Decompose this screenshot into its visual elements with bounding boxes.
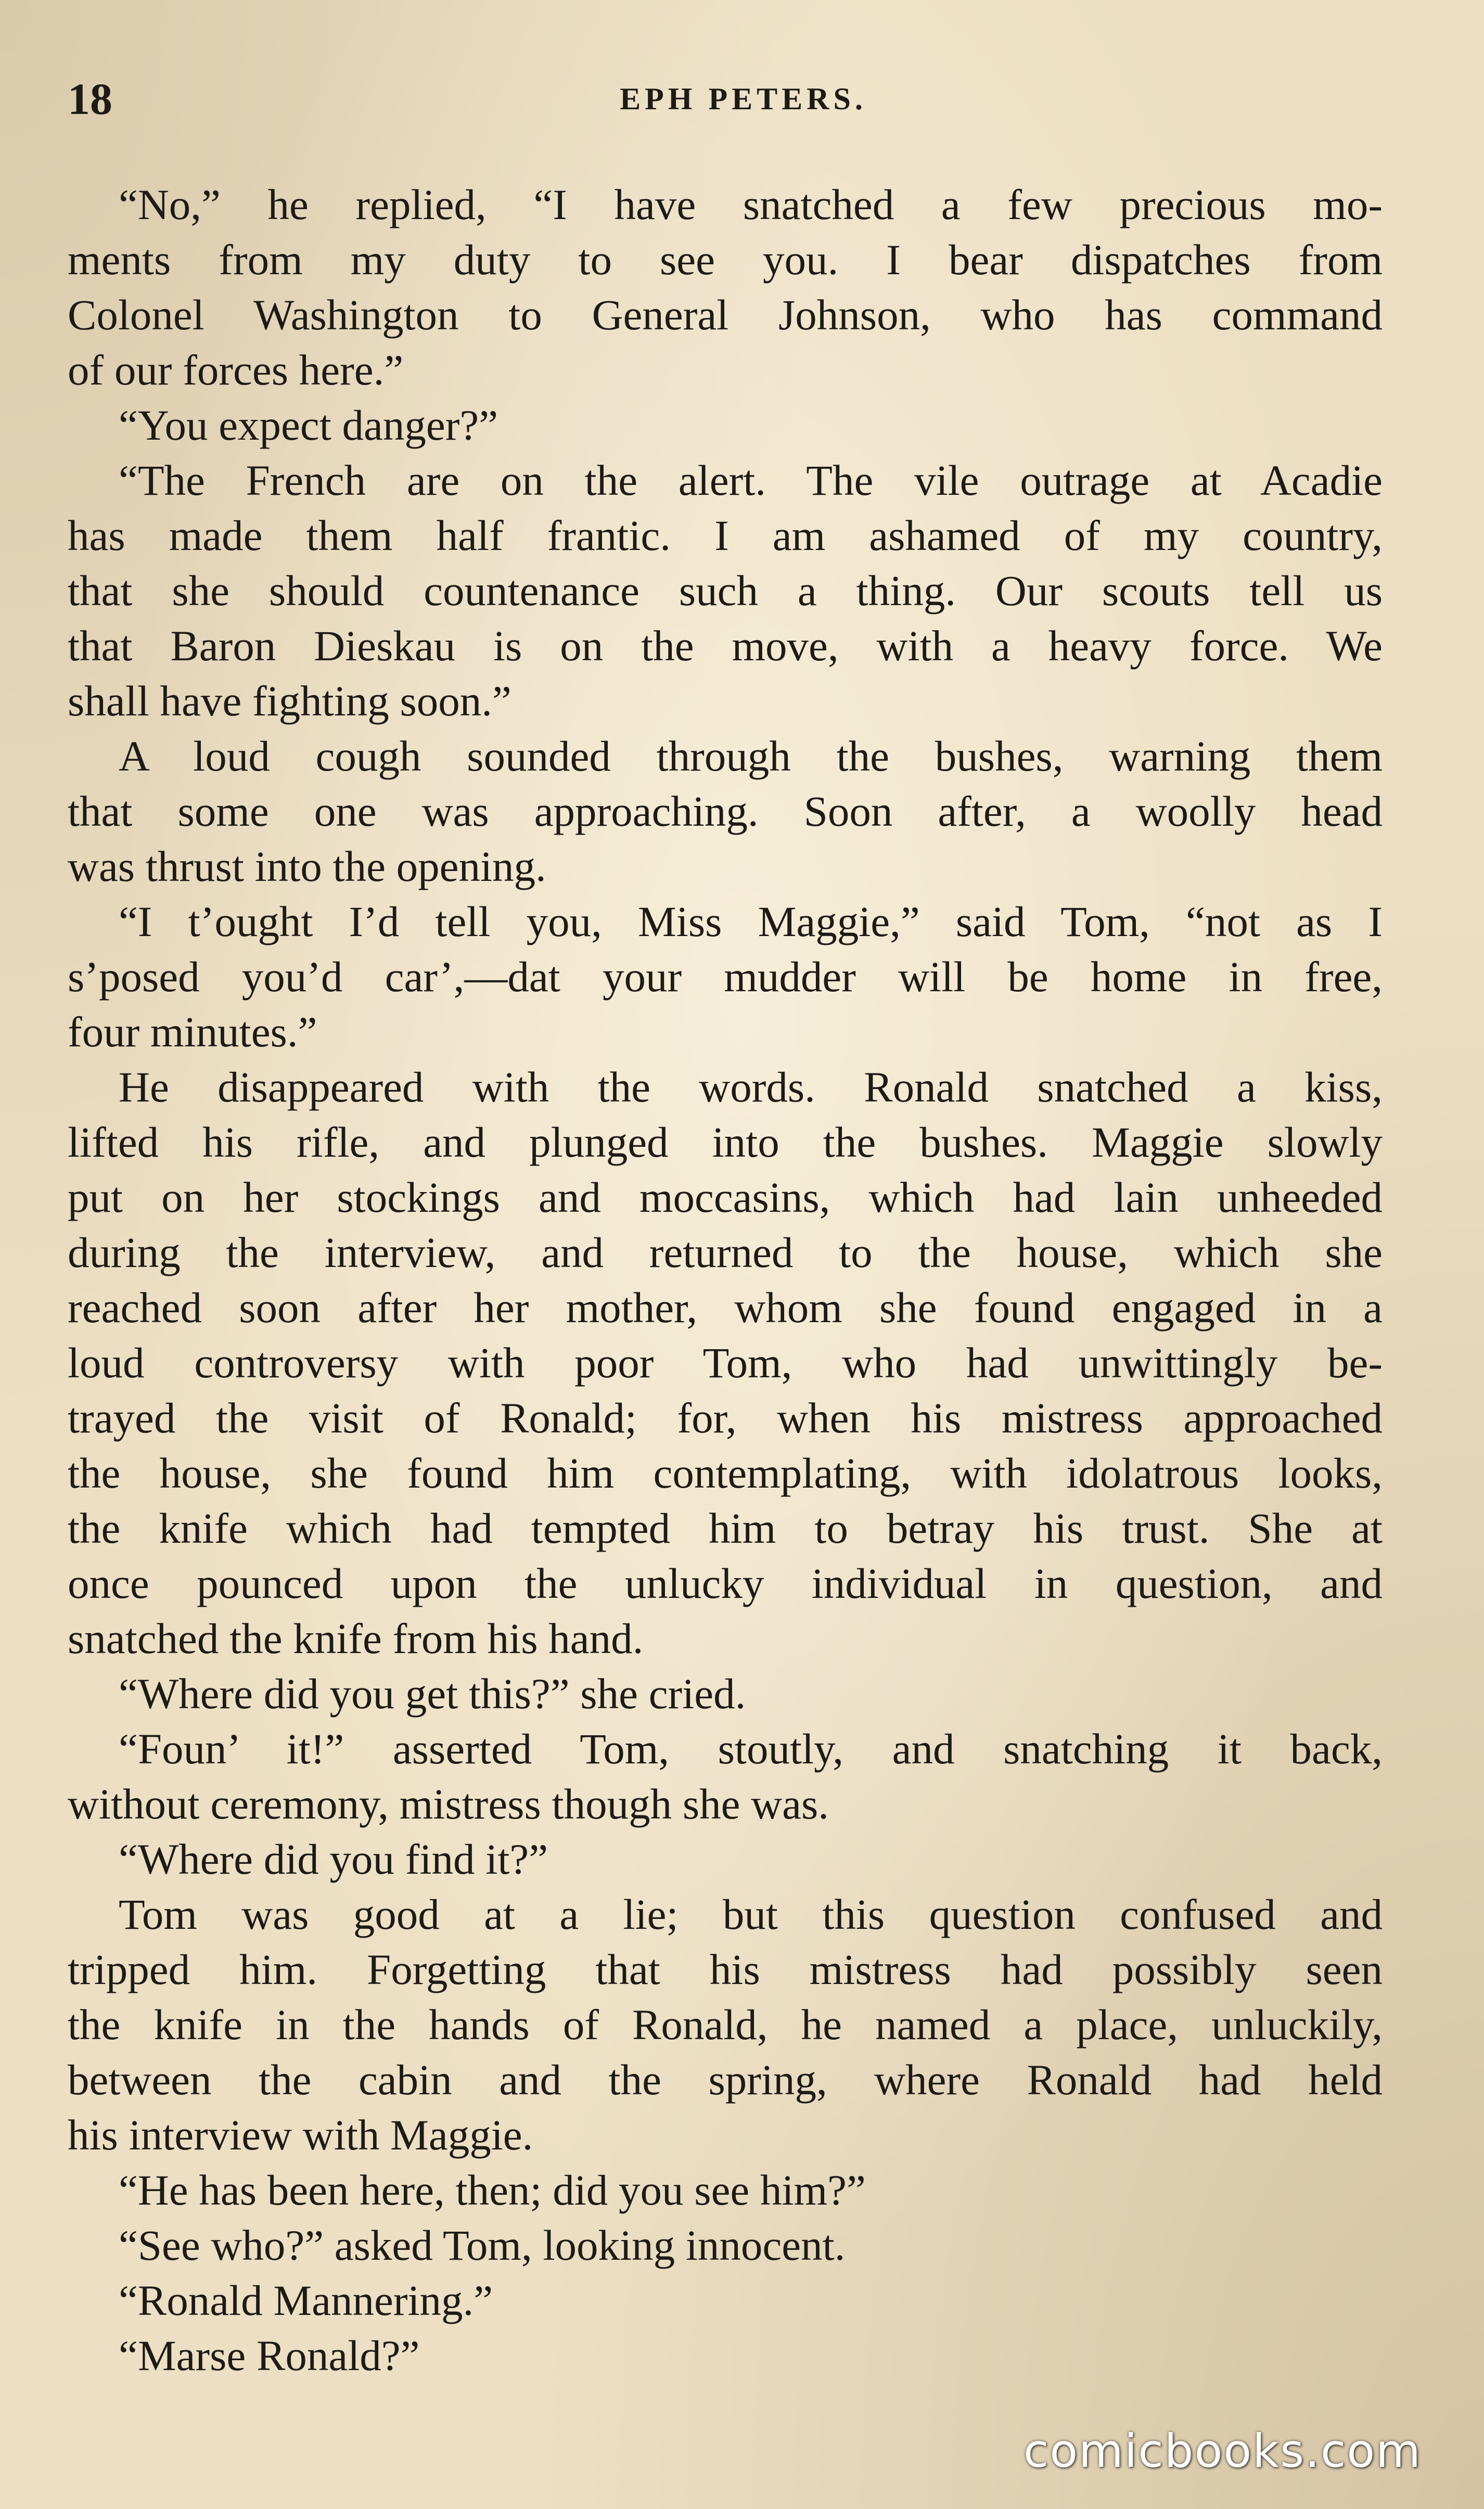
running-head: EPH PETERS. [620,82,867,116]
text-line: “He has been here, then; did you see him?” [119,2166,866,2214]
text-line: that she should countenance such a thing. Our scouts tell us [68,567,1383,615]
text-line: “Foun’ it!” asserted Tom, stoutly, and snatching it back, [119,1725,1383,1773]
text-line: without ceremony, mistress though she was. [68,1780,829,1828]
text-line: has made them half frantic. I am ashamed of my country, [68,511,1383,559]
text-line: “I t’ought I’d tell you, Miss Maggie,” said Tom, “not as I [119,898,1383,945]
text-line: the knife which had tempted him to betray his trust. She at [68,1504,1383,1552]
body-text [68,177,1383,2383]
text-line: the knife in the hands of Ronald, he named a place, unluckily, [68,2001,1383,2049]
text-line: “See who?” asked Tom, looking innocent. [119,2221,846,2269]
text-line: loud controversy with poor Tom, who had unwittingly be- [68,1339,1383,1387]
text-line: lifted his rifle, and plunged into the bushes. Maggie slowly [68,1118,1383,1166]
text-line: four minutes.” [68,1008,317,1056]
text-line: snatched the knife from his hand. [68,1615,644,1662]
text-line: “No,” he replied, “I have snatched a few precious mo- [119,181,1383,228]
text-line: that some one was approaching. Soon after, a woolly head [68,787,1383,835]
text-line: “Where did you get this?” she cried. [119,1670,746,1718]
text-line: He disappeared with the words. Ronald snatched a kiss, [119,1063,1383,1111]
text-line: “Marse Ronald?” [119,2332,420,2379]
page-header [68,70,1383,127]
page-number: 18 [68,74,112,124]
text-line: Tom was good at a lie; but this question confused and [119,1890,1383,1938]
text-line: shall have fighting soon.” [68,677,511,725]
text-line: “You expect danger?” [119,401,498,449]
text-line: that Baron Dieskau is on the move, with a heavy force. We [68,622,1383,670]
text-line: “The French are on the alert. The vile outrage at Acadie [119,456,1383,504]
text-line: his interview with Maggie. [68,2111,533,2159]
watermark: comicbooks.com [1023,2424,1422,2478]
text-line: put on her stockings and moccasins, which had lain unheeded [68,1173,1383,1221]
text-line: during the interview, and returned to the house, which she [68,1228,1383,1276]
text-line: reached soon after her mother, whom she found engaged in a [68,1284,1383,1332]
text-line: the house, she found him contemplating, with idolatrous looks, [68,1449,1383,1497]
text-line: “Where did you find it?” [119,1835,548,1883]
text-line: A loud cough sounded through the bushes, warning them [119,732,1383,780]
text-line: was thrust into the opening. [68,842,546,890]
text-line: once pounced upon the unlucky individual in question, and [68,1559,1383,1607]
text-line: ments from my duty to see you. I bear dispatches from [68,236,1383,284]
text-line: of our forces here.” [68,346,404,394]
text-line: “Ronald Mannering.” [119,2276,493,2324]
text-line: tripped him. Forgetting that his mistress had possibly seen [68,1945,1383,1993]
text-line: between the cabin and the spring, where Ronald had held [68,2056,1383,2104]
text-line: s’posed you’d car’,—dat your mudder will be home in free, [68,953,1383,1001]
text-line: Colonel Washington to General Johnson, who has command [68,291,1383,339]
text-line: trayed the visit of Ronald; for, when his mistress approached [68,1394,1383,1442]
